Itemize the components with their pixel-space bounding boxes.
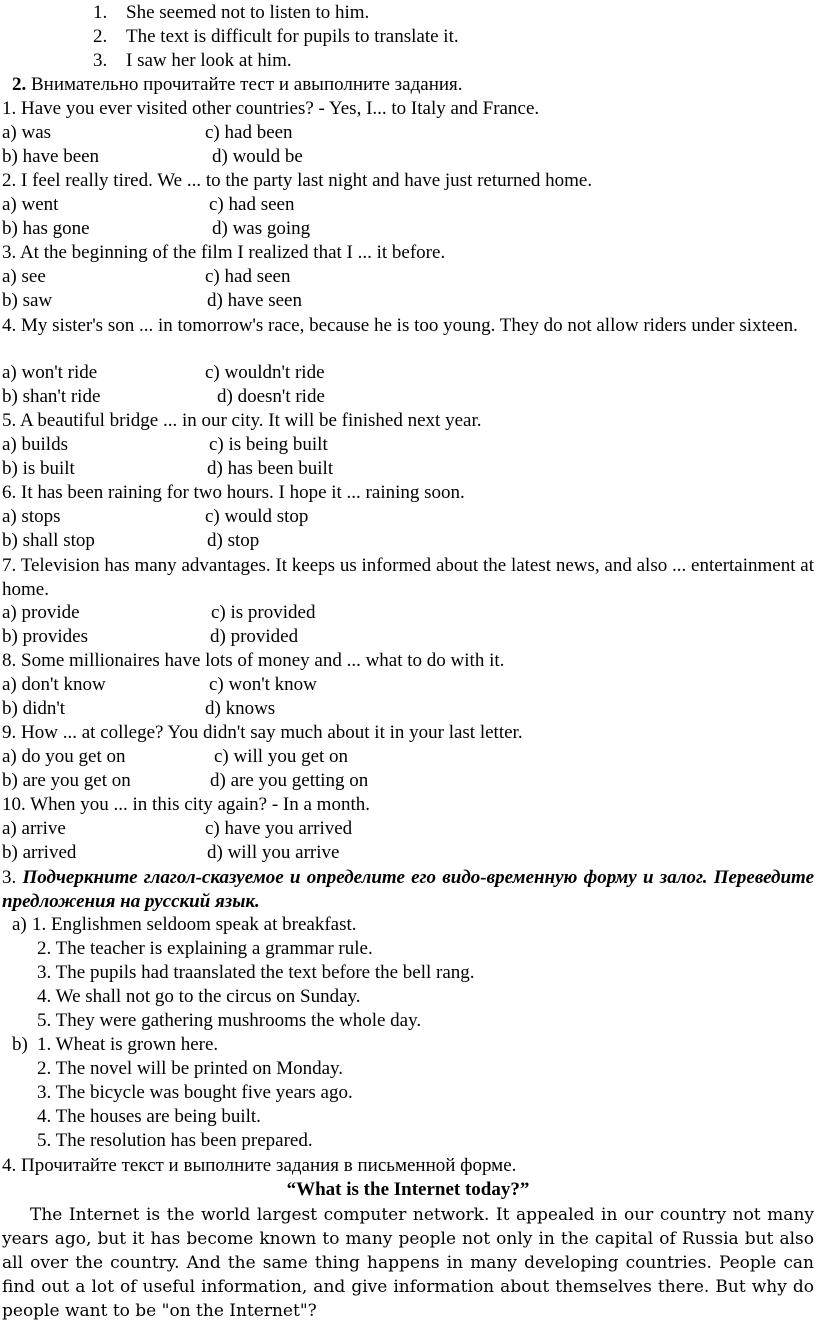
list-text: The text is difficult for pupils to translate it. (126, 26, 459, 47)
options-row (0, 362, 816, 384)
option-a: a) do you get on (2, 746, 126, 767)
question-text: 7. Television has many advantages. It keeps us informed about the latest news, and also ... entertainment at home. (2, 555, 814, 600)
sentence-a-4: 4. We shall not go to the circus on Sunday. (37, 986, 361, 1007)
question-text: 8. Some millionaires have lots of money and ... what to do with it. (2, 650, 505, 671)
option-d: d) has been built (207, 458, 334, 479)
options-row (0, 746, 816, 768)
options-row (0, 674, 816, 696)
option-b: b) has gone (2, 218, 90, 239)
options-row (0, 122, 816, 144)
option-a: a) builds (2, 434, 68, 455)
question-text: 9. How ... at college? You didn't say much about it in your last letter. (2, 722, 523, 743)
option-a: a) won't ride (2, 362, 98, 383)
option-a: a) provide (2, 602, 80, 623)
option-d: d) are you getting on (210, 770, 369, 791)
option-b: b) shall stop (2, 530, 95, 551)
question-text: 1. Have you ever visited other countries? - Yes, I... to Italy and France. (2, 98, 540, 119)
option-d: d) will you arrive (207, 842, 340, 863)
task4-instruction: 4. Прочитайте текст и выполните задания в письменной форме. (2, 1155, 517, 1176)
list-number: 2. (93, 26, 108, 47)
option-d: d) was going (212, 218, 311, 239)
option-b: b) saw (2, 290, 53, 311)
options-row (0, 146, 816, 168)
sentence-b-5: 5. The resolution has been prepared. (37, 1130, 313, 1151)
option-b: b) didn't (2, 698, 66, 719)
options-row (0, 602, 816, 624)
options-row (0, 458, 816, 480)
sentence-a-3: 3. The pupils had traanslated the text before the bell rang. (37, 962, 475, 983)
task2-instruction: Внимательно прочитайте тест и авыполните задания. (26, 74, 463, 95)
sentence-b-1: 1. Wheat is grown here. (37, 1034, 219, 1055)
text-title: “What is the Internet today?” (286, 1179, 530, 1200)
sentence-a-1: 1. Englishmen seldoom speak at breakfast. (32, 914, 357, 935)
option-b: b) are you get on (2, 770, 131, 791)
options-row (0, 266, 816, 288)
option-a: a) went (2, 194, 59, 215)
option-d: d) knows (205, 698, 276, 719)
option-b: b) is built (2, 458, 75, 479)
sentence-b-4: 4. The houses are being built. (37, 1106, 261, 1127)
options-row (0, 218, 816, 240)
options-row (0, 506, 816, 528)
option-c: c) have you arrived (205, 818, 353, 839)
options-row (0, 290, 816, 312)
option-c: c) won't know (209, 674, 317, 695)
option-a: a) stops (2, 506, 61, 527)
option-c: c) would stop (205, 506, 309, 527)
option-d: d) would be (212, 146, 303, 167)
task3-number: 3. (2, 867, 23, 888)
question-text: 5. A beautiful bridge ... in our city. It will be finished next year. (2, 410, 482, 431)
option-c: c) wouldn't ride (205, 362, 325, 383)
task2-number: 2. (12, 74, 27, 95)
option-d: d) stop (207, 530, 260, 551)
list-number: 1. (93, 2, 108, 23)
option-d: d) provided (210, 626, 299, 647)
options-row (0, 770, 816, 792)
question-text: 3. At the beginning of the film I realized that I ... it before. (2, 242, 446, 263)
list-text: She seemed not to listen to him. (126, 2, 370, 23)
options-row (0, 698, 816, 720)
sentence-a-2: 2. The teacher is explaining a grammar rule. (37, 938, 373, 959)
options-row (0, 626, 816, 648)
option-b: b) provides (2, 626, 89, 647)
options-row (0, 194, 816, 216)
sentence-a-5: 5. They were gathering mushrooms the whole day. (37, 1010, 422, 1031)
option-b: b) have been (2, 146, 100, 167)
option-c: c) had seen (209, 194, 295, 215)
group-label-a: a) (12, 914, 27, 935)
options-row (0, 842, 816, 864)
question-text: 4. My sister's son ... in tomorrow's race, because he is too young. They do not allow riders under sixteen. (2, 315, 798, 336)
option-a: a) see (2, 266, 46, 287)
question-text: 10. When you ... in this city again? - In a month. (2, 794, 370, 815)
options-row (0, 818, 816, 840)
task3-heading (2, 866, 814, 914)
option-a: a) don't know (2, 674, 106, 695)
option-c: c) is being built (209, 434, 328, 455)
question-text: 6. It has been raining for two hours. I hope it ... raining soon. (2, 482, 465, 503)
option-a: a) was (2, 122, 52, 143)
sentence-b-3: 3. The bicycle was bought five years ago. (37, 1082, 353, 1103)
option-c: c) will you get on (214, 746, 349, 767)
options-row (0, 386, 816, 408)
group-label-b: b) (12, 1034, 28, 1055)
text-paragraph: The Internet is the world largest computer network. It appealed in our country not many years ago, but it has become known to many people not only in the capital of Russia but also all over the country. And the same thing happens in many developing countries. People can find out a lot of useful information, and give information about themselves there. But why do people want to be "on the Internet"? (2, 1205, 814, 1321)
option-b: b) arrived (2, 842, 77, 863)
options-row (0, 434, 816, 456)
options-row (0, 530, 816, 552)
sentence-b-2: 2. The novel will be printed on Monday. (37, 1058, 344, 1079)
option-d: d) doesn't ride (217, 386, 325, 407)
option-d: d) have seen (207, 290, 302, 311)
question-text: 2. I feel really tired. We ... to the party last night and have just returned home. (2, 170, 593, 191)
option-c: c) is provided (211, 602, 316, 623)
option-b: b) shan't ride (2, 386, 101, 407)
task2-heading (12, 74, 463, 96)
option-c: c) had been (205, 122, 293, 143)
option-c: c) had seen (205, 266, 291, 287)
task3-instruction: Подчеркните глагол-сказуемое и определите его видо-временную форму и залог. Переведите предложения на русский язык. (2, 867, 815, 912)
list-number: 3. (93, 50, 108, 71)
list-text: I saw her look at him. (126, 50, 292, 71)
option-a: a) arrive (2, 818, 66, 839)
